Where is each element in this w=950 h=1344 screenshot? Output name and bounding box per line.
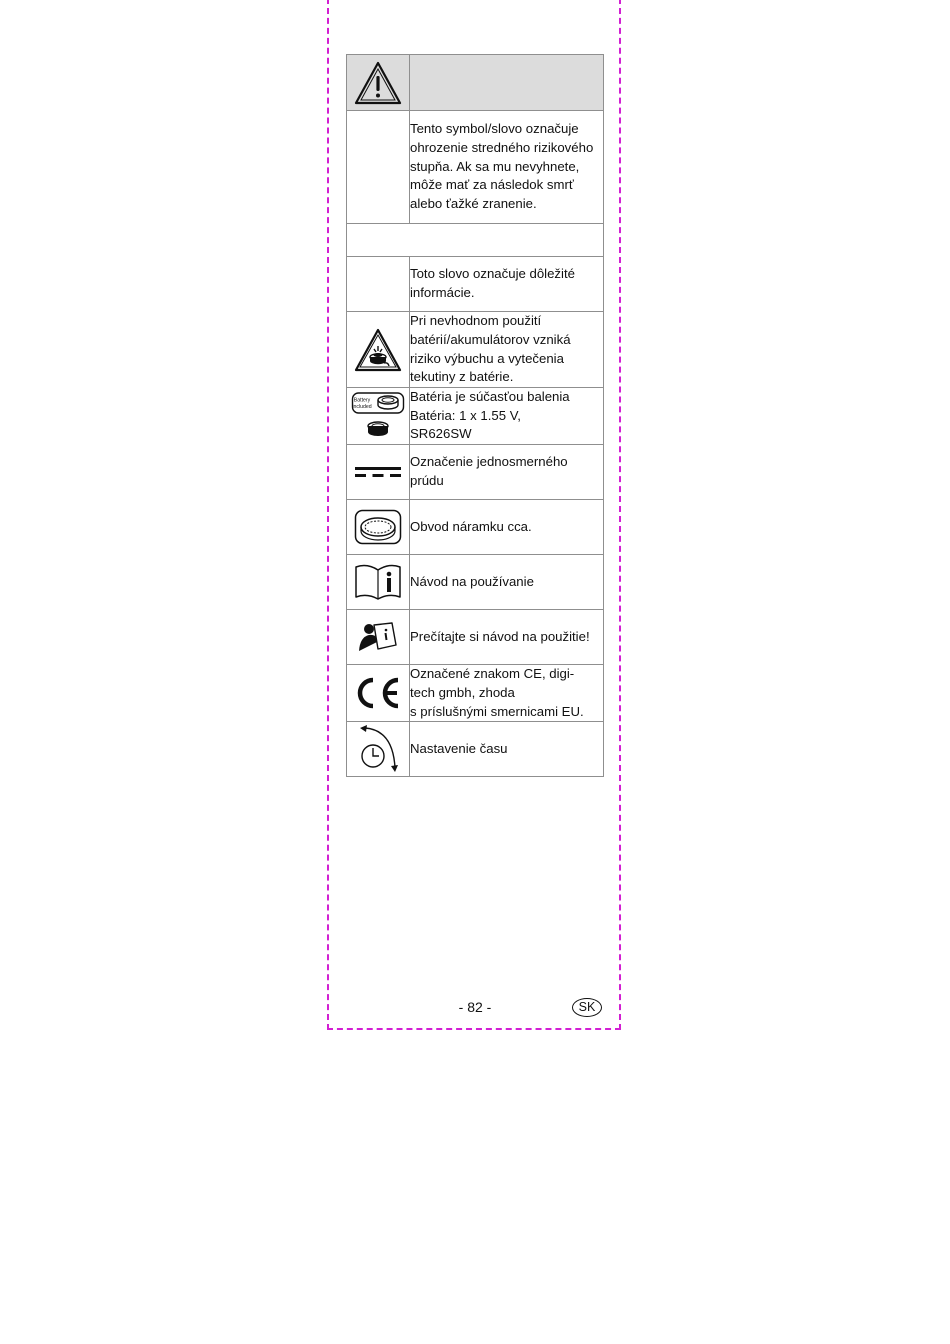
table-row [347,257,604,312]
table-row [347,388,604,445]
row-text: Obvod náramku cca. [410,500,604,555]
icon-cell [347,257,410,312]
row-text: Pri nevhodnom použití batérií/akumulátorov vzniká riziko výbuchu a vytečenia tekutiny z batérie. [410,312,604,388]
manual-book-icon [354,563,402,601]
table-row [347,610,604,665]
table-row [347,111,604,224]
table-row [347,665,604,722]
row-text: Nastavenie času [410,722,604,777]
warning-triangle-icon [353,60,403,106]
direct-current-icon [353,465,403,479]
time-setting-icon [355,724,401,774]
battery-label-line2: included [352,404,372,411]
ce-mark-icon [354,676,402,710]
table-row [347,224,604,257]
icon-cell [347,55,410,111]
table-row [347,500,604,555]
icon-cell [347,610,410,665]
table-row [347,445,604,500]
icon-cell [347,500,410,555]
row-text: Návod na používanie [410,555,604,610]
table-row [347,312,604,388]
row-text: Prečítajte si návod na použitie! [410,610,604,665]
icon-cell [347,722,410,777]
table-row [347,722,604,777]
table-row [347,555,604,610]
row-text: Batéria je súčasťou balenia Batéria: 1 x 1.55 V, SR626SW [410,388,604,445]
icon-cell [347,312,410,388]
row-text [410,55,604,111]
row-text: Označené znakom CE, digi- tech gmbh, zhoda s príslušnými smernicami EU. [410,665,604,722]
row-text [347,224,604,257]
icon-cell [347,665,410,722]
battery-explosion-warning-icon [353,327,403,373]
icon-cell [347,388,410,445]
page-number: - 82 - [458,999,492,1015]
row-text: Označenie jednosmerného prúdu [410,445,604,500]
wristband-circumference-icon [354,509,402,545]
symbols-table [346,54,604,777]
icon-cell [347,445,410,500]
row-text: Tento symbol/slovo označuje ohrozenie stredného rizikového stupňa. Ak sa mu nevyhnete, môže mať za následok smrť alebo ťažké zranenie. [410,111,604,224]
language-badge: SK [572,998,602,1017]
icon-cell [347,111,410,224]
icon-cell [347,555,410,610]
battery-label-line1: Battery [353,397,371,404]
row-text: Toto slovo označuje dôležité informácie. [410,257,604,312]
battery-included-icon [351,390,405,442]
table-row [347,55,604,111]
read-instructions-icon [356,621,400,653]
